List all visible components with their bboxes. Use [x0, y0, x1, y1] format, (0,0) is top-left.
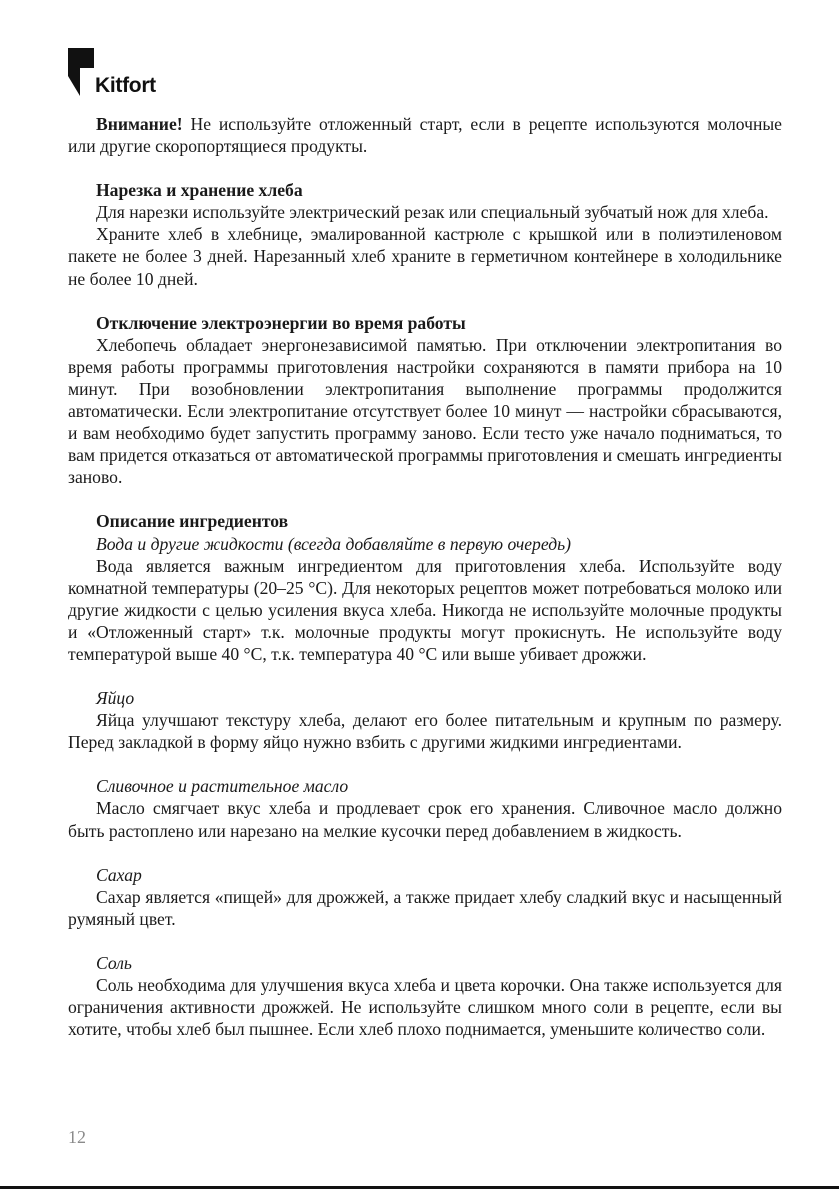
spacer	[68, 290, 782, 312]
egg-subtitle: Яйцо	[96, 688, 135, 709]
warning-label: Внимание!	[96, 114, 183, 134]
slicing-paragraph-2: Храните хлеб в хлебнице, эмалированной кастрюле с крышкой или в полиэтиленовом пакете не более 3 дней. Нарезанный хлеб храните в герметичном контейнере в холодильнике не более 10 дней.	[68, 224, 782, 289]
brand-logo	[68, 48, 208, 98]
salt-paragraph: Соль необходима для улучшения вкуса хлеба и цвета корочки. Она также используется для ограничения активности дрожжей. Не используйте слишком много соли в рецепте, если вы хотите, чтобы хлеб был пышнее. Если хлеб плохо поднимается, уменьшите количество соли.	[68, 975, 782, 1040]
section-title-slicing: Нарезка и хранение хлеба	[96, 180, 303, 201]
power-paragraph: Хлебопечь обладает энергонезависимой памятью. При отключении электропитания во время работы программы приготовления настройки сохраняются в памяти прибора на 10 минут. При возобновлении электропитания выполнение программы продолжится автоматически. Если электропитание отсутствует более 10 минут — настройки сбрасываются, и вам необходимо будет запустить программу заново. Если тесто уже начало подниматься, то вам придется отказаться от автоматической программы приготовления и смешать ингредиенты заново.	[68, 334, 782, 488]
spacer	[68, 753, 782, 775]
water-paragraph: Вода является важным ингредиентом для приготовления хлеба. Используйте воду комнатной температуры (20–25 °C). Для некоторых рецептов может потребоваться молоко или другие жидкости с целью усиления вкуса хлеба. Никогда не используйте молочные продукты и «Отложенный старт» т.к. молочные продукты могут прокиснуть. Не используйте воду температурой выше 40 °C, т.к. температура 40 °C или выше убивает дрожжи.	[68, 555, 782, 664]
slicing-paragraph-1: Для нарезки используйте электрический резак или специальный зубчатый нож для хлеба.	[96, 202, 769, 223]
spacer	[68, 665, 782, 687]
salt-subtitle: Соль	[96, 952, 132, 973]
brand-name: Kitfort	[95, 74, 156, 97]
spacer	[68, 488, 782, 510]
sugar-subtitle: Сахар	[96, 864, 142, 885]
section-title-power: Отключение электроэнергии во время работы	[96, 312, 466, 333]
water-subtitle: Вода и другие жидкости (всегда добавляйте в первую очередь)	[96, 533, 571, 554]
spacer	[68, 842, 782, 864]
spacer	[68, 930, 782, 952]
warning-paragraph	[68, 113, 782, 157]
page-number: 12	[68, 1127, 86, 1147]
kitfort-logo-icon	[68, 48, 94, 96]
page-content	[68, 113, 782, 1040]
egg-paragraph: Яйца улучшают текстуру хлеба, делают его более питательным и крупным по размеру. Перед закладкой в форму яйцо нужно взбить с другими жидкими ингредиентами.	[68, 710, 782, 753]
butter-paragraph: Масло смягчает вкус хлеба и продлевает срок его хранения. Сливочное масло должно быть растоплено или нарезано на мелкие кусочки перед добавлением в жидкость.	[68, 798, 782, 841]
warning-text: Не используйте отложенный старт, если в рецепте используются молочные или другие скоропортящиеся продукты.	[68, 114, 782, 157]
butter-subtitle: Сливочное и растительное масло	[96, 776, 349, 797]
spacer	[68, 157, 782, 179]
section-title-ingredients: Описание ингредиентов	[96, 511, 289, 532]
sugar-paragraph: Сахар является «пищей» для дрожжей, а также придает хлебу сладкий вкус и насыщенный румяный цвет.	[68, 886, 782, 929]
